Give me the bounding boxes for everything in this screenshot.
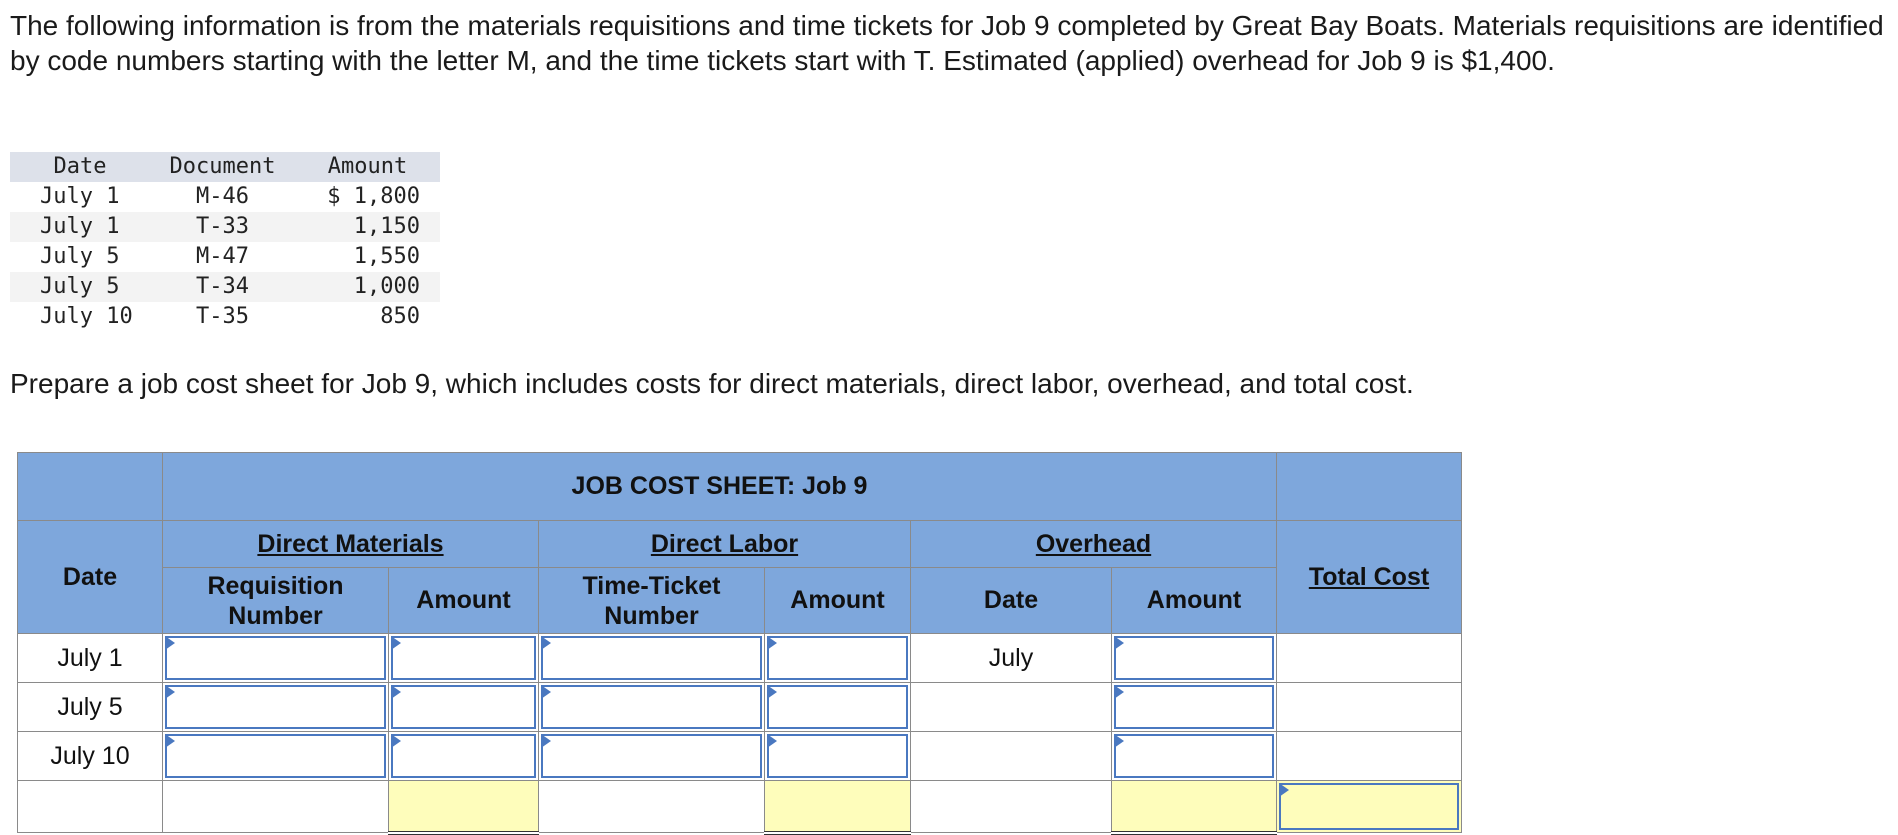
oh-total-cell (1112, 781, 1277, 833)
group-overhead: Overhead (911, 521, 1277, 568)
time-ticket-number-input[interactable] (543, 687, 760, 727)
row-date: July 1 (40, 214, 120, 239)
total-cost-cell (1277, 634, 1462, 683)
col-total-cost-header: Total Cost (1277, 521, 1462, 634)
oh-amount-cell[interactable] (1112, 634, 1277, 683)
total-cost-total-cell[interactable] (1277, 781, 1462, 833)
total-cost-cell (1277, 732, 1462, 781)
requisition-number-cell[interactable] (163, 683, 389, 732)
col-date-header: Date (18, 521, 163, 634)
sheet-title: JOB COST SHEET: Job 9 (163, 453, 1277, 521)
source-row (10, 182, 440, 212)
title-spacer-left (18, 453, 163, 521)
sub-oh-date: Date (911, 568, 1112, 634)
totals-spacer (163, 781, 389, 833)
oh-amount-cell[interactable] (1112, 732, 1277, 781)
time-ticket-number-cell[interactable] (539, 732, 765, 781)
oh-date-cell: July (911, 634, 1112, 683)
source-data-table (10, 152, 440, 332)
prompt-text: Prepare a job cost sheet for Job 9, which includes costs for direct materials, direct labor, overhead, and total cost. (10, 368, 1414, 399)
title-spacer-right (1277, 453, 1462, 521)
oh-date-cell (911, 732, 1112, 781)
dm-amount-input[interactable] (393, 687, 534, 727)
requisition-number-cell[interactable] (163, 634, 389, 683)
row-document: M-47 (196, 244, 249, 269)
row-date-cell: July 1 (18, 634, 163, 683)
source-table-header (10, 152, 440, 182)
dl-amount-input[interactable] (769, 638, 906, 678)
sub-time-ticket-number: Time-Ticket Number (539, 568, 765, 634)
row-amount: 1,000 (353, 274, 420, 299)
source-row (10, 212, 440, 242)
total-cost-cell (1277, 683, 1462, 732)
sub-dl-amount: Amount (765, 568, 911, 634)
row-document: T-34 (196, 274, 249, 299)
oh-amount-cell[interactable] (1112, 683, 1277, 732)
oh-date-cell (911, 683, 1112, 732)
row-date-cell: July 10 (18, 732, 163, 781)
dm-amount-input[interactable] (393, 638, 534, 678)
row-date: July 1 (40, 184, 120, 209)
dm-amount-cell[interactable] (389, 683, 539, 732)
sub-dm-amount: Amount (389, 568, 539, 634)
dl-amount-cell[interactable] (765, 634, 911, 683)
dl-amount-cell[interactable] (765, 683, 911, 732)
job-cost-sheet (17, 452, 1462, 835)
sub-oh-amount: Amount (1112, 568, 1277, 634)
row-amount: $ 1,800 (327, 184, 420, 209)
row-date: July 10 (40, 304, 133, 329)
row-document: T-35 (196, 304, 249, 329)
dl-amount-input[interactable] (769, 736, 906, 776)
dl-amount-input[interactable] (769, 687, 906, 727)
totals-spacer (539, 781, 765, 833)
time-ticket-number-input[interactable] (543, 638, 760, 678)
totals-spacer (911, 781, 1112, 833)
source-row (10, 242, 440, 272)
dm-amount-cell[interactable] (389, 634, 539, 683)
time-ticket-number-cell[interactable] (539, 634, 765, 683)
totals-label-cell (18, 781, 163, 833)
row-document: T-33 (196, 214, 249, 239)
requisition-number-cell[interactable] (163, 732, 389, 781)
sub-requisition-number: Requisition Number (163, 568, 389, 634)
dm-amount-cell[interactable] (389, 732, 539, 781)
row-date: July 5 (40, 274, 120, 299)
source-row (10, 302, 440, 332)
dm-total-cell (389, 781, 539, 833)
group-direct-materials: Direct Materials (163, 521, 539, 568)
time-ticket-number-input[interactable] (543, 736, 760, 776)
dl-amount-cell[interactable] (765, 732, 911, 781)
time-ticket-number-cell[interactable] (539, 683, 765, 732)
header-amount: Amount (327, 154, 408, 179)
row-date-cell: July 5 (18, 683, 163, 732)
header-document: Document (169, 154, 276, 179)
row-amount: 1,150 (353, 214, 420, 239)
dm-amount-input[interactable] (393, 736, 534, 776)
requisition-number-input[interactable] (167, 687, 384, 727)
oh-amount-input[interactable] (1116, 736, 1272, 776)
total-cost-input[interactable] (1281, 785, 1457, 828)
source-row (10, 272, 440, 302)
row-date: July 5 (40, 244, 120, 269)
requisition-number-input[interactable] (167, 736, 384, 776)
row-amount: 1,550 (353, 244, 420, 269)
oh-amount-input[interactable] (1116, 687, 1272, 727)
dl-total-cell (765, 781, 911, 833)
row-amount: 850 (380, 304, 420, 329)
requisition-number-input[interactable] (167, 638, 384, 678)
group-direct-labor: Direct Labor (539, 521, 911, 568)
header-date: Date (53, 154, 107, 179)
intro-text: The following information is from the materials requisitions and time tickets for Job 9 completed by Great Bay Boats. Materials requisitions are identified by code numbers starting with the letter M, and the time tickets start with T. Estimated (applied) overhead for Job 9 is $1,400. (10, 10, 1884, 76)
oh-amount-input[interactable] (1116, 638, 1272, 678)
row-document: M-46 (196, 184, 249, 209)
